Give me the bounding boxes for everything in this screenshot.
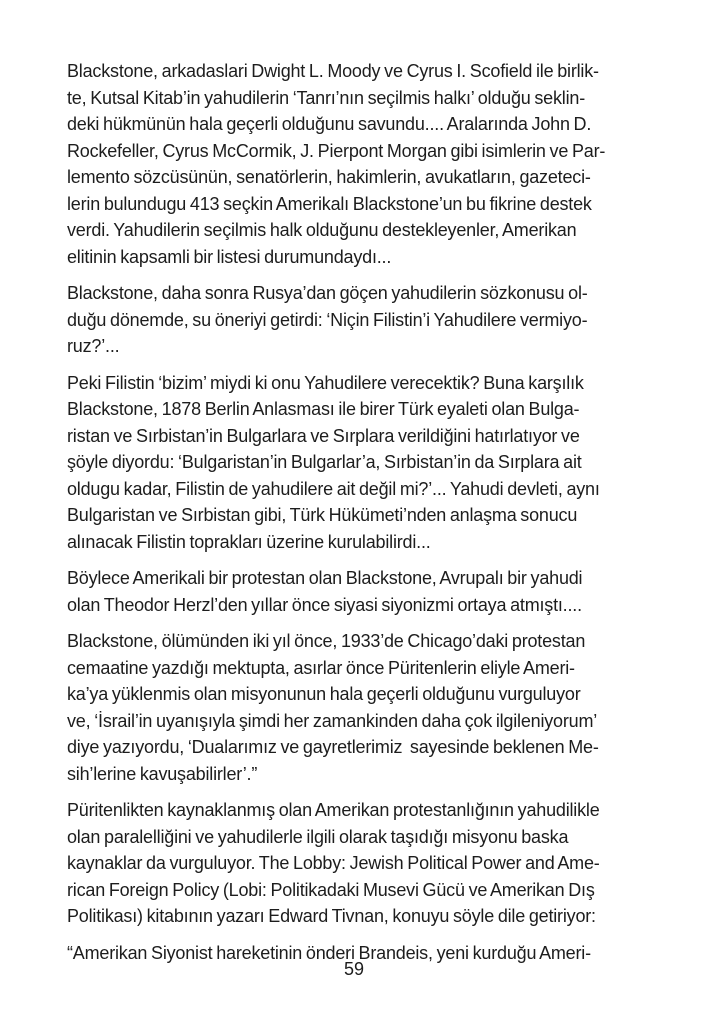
text-line: ka’ya yüklenmis olan misyonunun hala geçerli olduğunu vurguluyor: [67, 684, 581, 704]
text-line: Böylece Amerikali bir protestan olan Blackstone, Avrupalı bir yahudi: [67, 568, 583, 588]
page-number: 59: [343, 959, 365, 979]
text-line: lerin bulundugu 413 seçkin Amerikalı Blackstone’un bu fikrine destek: [67, 193, 592, 214]
paragraph: [67, 370, 667, 556]
text-line: Blackstone, 1878 Berlin Anlasması ile birer Türk eyaleti olan Bulga-: [67, 399, 580, 419]
text-line: elitinin kapsamli bir listesi durumundaydı...: [67, 246, 392, 267]
text-line: ruz?’...: [67, 336, 120, 356]
text-line: Rockefeller, Cyrus McCormik, J. Pierpont Morgan gibi isimlerin ve Par-: [67, 140, 606, 161]
text-line: ve, ‘İsrail’in uyanışıyla şimdi her zamankinden daha çok ilgileniyorum’: [67, 710, 598, 731]
text-line: Politikası) kitabının yazarı Edward Tivnan, konuyu söyle dile getiriyor:: [67, 906, 596, 926]
text-line: oldugu kadar, Filistin de yahudilere ait değil mi?’... Yahudi devleti, aynı: [67, 478, 600, 499]
page-body: [67, 58, 667, 966]
text-line: Blackstone, daha sonra Rusya’dan göçen yahudilerin sözkonusu ol-: [67, 283, 588, 303]
text-line: duğu dönemde, su öneriyi getirdi: ‘Niçin Filistin’i Yahudilere vermiyo-: [67, 309, 588, 330]
text-line: verdi. Yahudilerin seçilmis halk olduğunu destekleyenler, Amerikan: [67, 220, 577, 240]
text-line: Blackstone, arkadaslari Dwight L. Moody ve Cyrus I. Scofield ile birlik-: [67, 61, 599, 81]
text-line: Peki Filistin ‘bizim’ miydi ki onu Yahudilere verecektik? Buna karşılık: [67, 372, 584, 393]
paragraph: [67, 628, 667, 787]
text-line: Blackstone, ölümünden iki yıl önce, 1933’de Chicago’daki protestan: [67, 631, 586, 651]
text-line: Püritenlikten kaynaklanmış olan Amerikan protestanlığının yahudilikle: [67, 800, 600, 820]
paragraph: [67, 58, 667, 270]
text-line: lemento sözcüsünün, senatörlerin, hakimlerin, avukatların, gazeteci-: [67, 167, 591, 187]
text-line: ristan ve Sırbistan’in Bulgarlara ve Sırplara verildiğini hatırlatıyor ve: [67, 425, 580, 446]
text-line: şöyle diyordu: ‘Bulgaristan’in Bulgarlar’a, Sırbistan’in da Sırplara ait: [67, 452, 582, 472]
text-line: kaynaklar da vurguluyor. The Lobby: Jewish Political Power and Ame-: [67, 853, 600, 873]
text-line: olan Theodor Herzl’den yıllar önce siyasi siyonizmi ortaya atmıştı....: [67, 594, 582, 615]
paragraph: [67, 797, 667, 930]
text-line: deki hükmünün hala geçerli olduğunu savundu.... Aralarında John D.: [67, 114, 592, 134]
text-line: rican Foreign Policy (Lobi: Politikadaki Musevi Gücü ve Amerikan Dış: [67, 879, 595, 900]
text-line: sih’lerine kavuşabilirler’.”: [67, 763, 258, 784]
text-line: olan paralelliğini ve yahudilerle ilgili olarak taşıdığı misyonu baska: [67, 826, 569, 847]
paragraph: [67, 565, 667, 618]
text-line: “Amerikan Siyonist hareketinin önderi Brandeis, yeni kurduğu Ameri-: [67, 942, 591, 963]
paragraph: [67, 280, 667, 360]
text-line: alınacak Filistin toprakları üzerine kurulabilirdi...: [67, 531, 431, 552]
text-line: te, Kutsal Kitab’in yahudilerin ‘Tanrı’nın seçilmis halkı’ olduğu seklin-: [67, 87, 585, 108]
text-line: diye yazıyordu, ‘Dualarımız ve gayretlerimiz sayesinde beklenen Me-: [67, 737, 599, 757]
text-line: cemaatine yazdığı mektupta, asırlar önce Püritenlerin eliyle Ameri-: [67, 657, 575, 678]
text-line: Bulgaristan ve Sırbistan gibi, Türk Hükümeti’nden anlaşma sonucu: [67, 505, 578, 525]
